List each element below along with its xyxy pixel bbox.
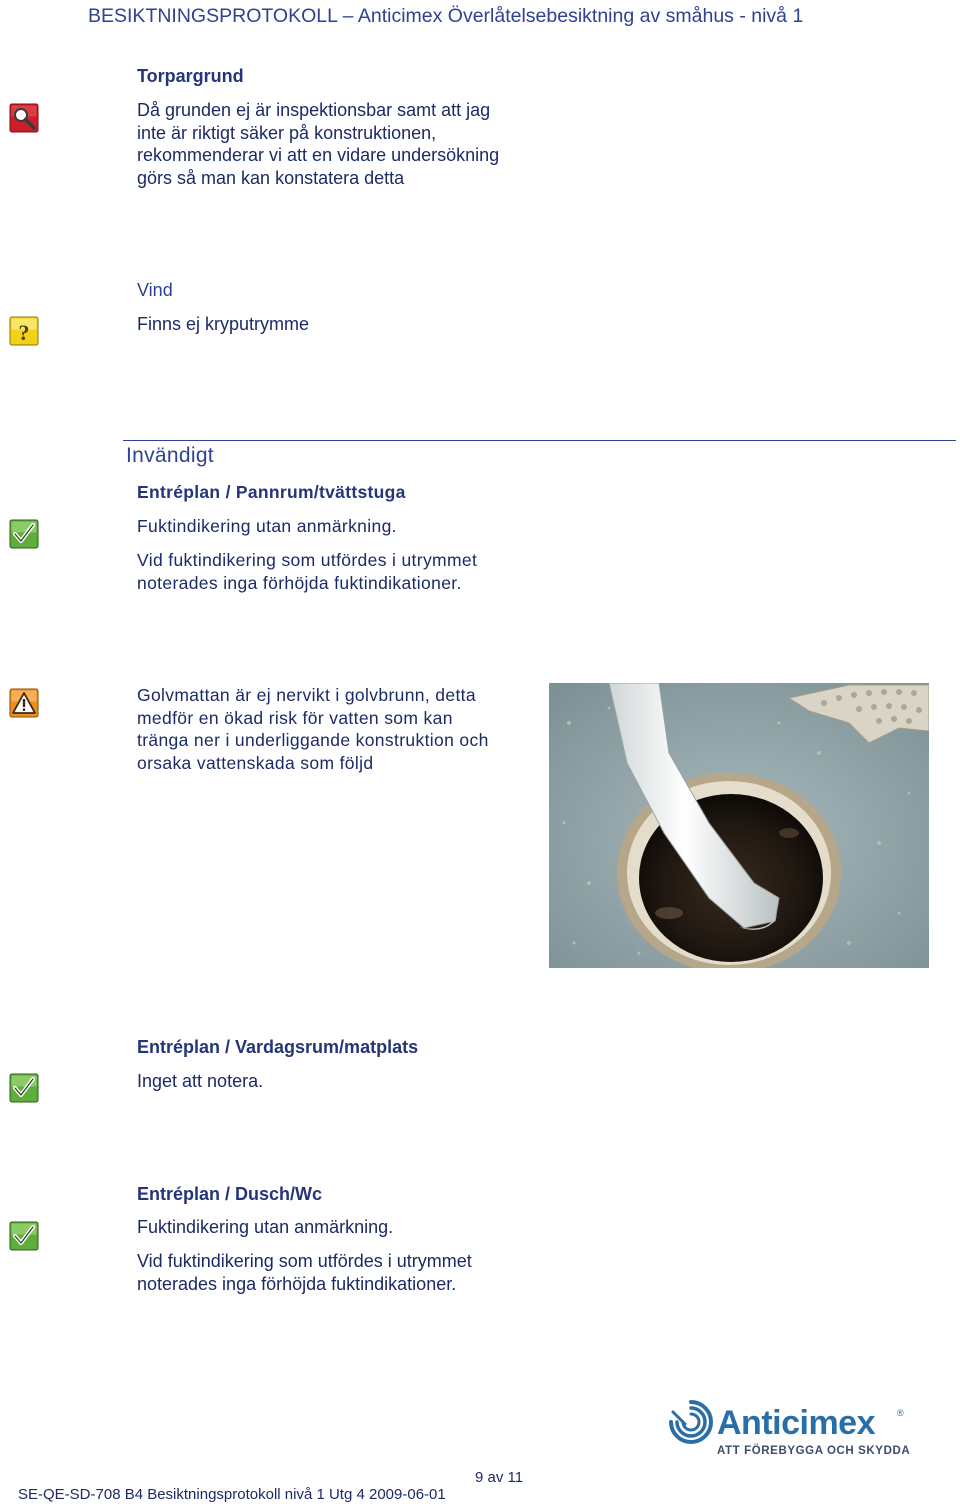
text-line: noterades inga förhöjda fuktindikationer. [137,1273,457,1294]
page-number: 9 av 11 [475,1469,524,1486]
text-line: görs så man kan konstatera detta [137,167,405,188]
dusch-text [137,1250,472,1295]
floor-drain-photo [549,683,929,968]
torpargrund-text [137,99,499,189]
text-line: Golvmattan är ej nervikt i golvbrunn, detta [137,685,476,705]
question-icon [9,316,39,346]
logo-wordmark: Anticimex [717,1404,875,1442]
text-line: Fuktindikering utan anmärkning. [137,516,397,536]
vardagsrum-text [137,1070,263,1093]
section-title-invandigt: Invändigt [126,444,214,467]
text-line: Då grunden ej är inspektionsbar samt att jag [137,100,491,120]
text-line: inte är riktigt säker på konstruktionen, [137,122,437,143]
pannrum-text [137,549,477,594]
anticimex-logo [665,1398,915,1458]
text-line: rekommenderar vi att en vidare undersökning [137,145,500,165]
logo-tagline: ATT FÖREBYGGA OCH SKYDDA [717,1445,911,1457]
text-line: Finns ej kryputrymme [137,314,310,334]
section-heading-torpargrund: Torpargrund [137,66,244,86]
checkmark-icon [9,519,39,549]
logo-registered-mark: ® [897,1408,904,1418]
text-line: orsaka vattenskada som följd [137,752,374,773]
checkmark-icon [9,1221,39,1251]
magnifier-icon [9,103,39,133]
room-heading-vardagsrum: Entréplan / Vardagsrum/matplats [137,1037,419,1057]
text-line: Vid fuktindikering som utfördes i utrymmet [137,550,478,570]
section-divider [123,440,956,441]
warning-icon [9,688,39,718]
footer-document-code: SE-QE-SD-708 B4 Besiktningsprotokoll nivå 1 Utg 4 2009-06-01 [18,1486,446,1503]
vind-text [137,313,309,336]
svg-text:?: ? [18,320,30,345]
dusch-status [137,1216,393,1239]
text-line: medför en ökad risk för vatten som kan [137,707,453,728]
warning-text [137,684,489,774]
text-line: Vid fuktindikering som utfördes i utrymmet [137,1251,472,1271]
room-heading-dusch: Entréplan / Dusch/Wc [137,1184,323,1204]
text-line: tränga ner i underliggande konstruktion och [137,730,489,750]
document-header-title: BESIKTNINGSPROTOKOLL – Anticimex Överlåtelsebesiktning av småhus - nivå 1 [88,5,804,27]
text-line: noterades inga förhöjda fuktindikationer. [137,572,462,593]
text-line: Inget att notera. [137,1071,264,1091]
checkmark-icon [9,1073,39,1103]
section-heading-vind: Vind [137,280,173,300]
pannrum-status [137,515,397,538]
text-line: Fuktindikering utan anmärkning. [137,1217,394,1237]
room-heading-pannrum: Entréplan / Pannrum/tvättstuga [137,482,406,502]
anticimex-logo-mark [665,1398,915,1458]
